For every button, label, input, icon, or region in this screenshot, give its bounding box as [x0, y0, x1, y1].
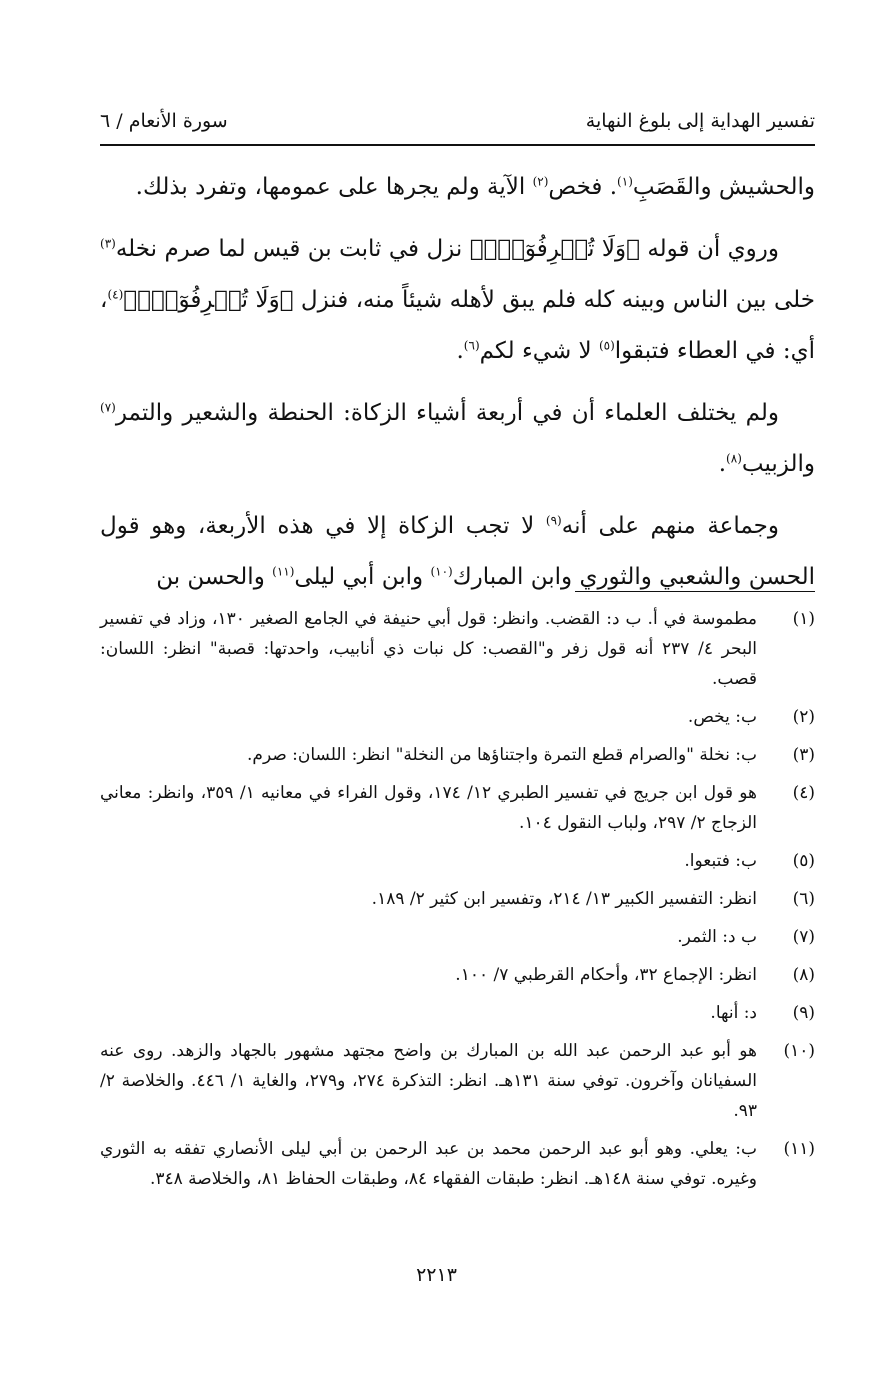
- footnote-text: ب: فتبعوا.: [684, 851, 757, 871]
- footnote-number: (١): [792, 609, 815, 629]
- footnote-number: (١١): [783, 1139, 815, 1159]
- footnote-item: [100, 846, 815, 876]
- footnote-separator: [575, 591, 815, 592]
- footnote-ref: (١): [617, 174, 633, 189]
- footnote-text: ب د: الثمر.: [677, 927, 757, 947]
- footnote-text: انظر: الإجماع ٣٢، وأحكام القرطبي ٧/ ١٠٠.: [455, 965, 757, 985]
- footnote-item: [100, 740, 815, 770]
- footnote-item: [100, 884, 815, 914]
- footnote-ref: (٨): [726, 451, 742, 466]
- surah-label: سورة الأنعام / ٦: [100, 110, 228, 132]
- footnote-number: (٦): [792, 889, 815, 909]
- footnote-ref: (٢): [532, 174, 549, 189]
- footnote-number: (٨): [792, 965, 815, 985]
- footnote-number: (٥): [792, 851, 815, 871]
- footnote-text: هو قول ابن جريج في تفسير الطبري ١٢/ ١٧٤، وقول الفراء في معانيه ١/ ٣٥٩، وانظر: معاني الزجاج ٢/ ٢٩٧، ولباب النقول ١٠٤.: [100, 783, 758, 833]
- footnote-text: مطموسة في أ. ب د: القضب. وانظر: قول أبي حنيفة في الجامع الصغير ١٣٠، وزاد في تفسير البحر ٤/ ٢٣٧ أنه قول زفر و"القصب: كل نبات ذي أنابيب، واحدتها: قصبة" انظر: اللسان: قصب.: [100, 609, 757, 689]
- footnote-text: انظر: التفسير الكبير ١٣/ ٢١٤، وتفسير ابن كثير ٢/ ١٨٩.: [371, 889, 757, 909]
- footnote-item: [100, 1036, 815, 1126]
- footnote-item: [100, 922, 815, 952]
- footnote-item: [100, 702, 815, 732]
- footnote-number: (٢): [792, 707, 815, 727]
- footnote-number: (٣): [792, 745, 815, 765]
- footnote-text: ب: نخلة "والصرام قطع التمرة واجتناؤها من النخلة" انظر: اللسان: صرم.: [247, 745, 757, 765]
- footnote-item: [100, 778, 815, 838]
- running-header: [100, 104, 815, 146]
- footnote-ref: (١١): [272, 564, 295, 579]
- page-number: ٢٢١٣: [416, 1264, 457, 1286]
- footnote-ref: (٦): [463, 338, 480, 353]
- paragraph-1: والحشيش والقَصَبِ$^{(١)}$. فخص$^{(٢)}$ الآية ولم يجرها على عمومها، وتفرد بذلك.: [135, 174, 815, 200]
- main-text: [100, 162, 815, 614]
- footnote-ref: (٧): [100, 400, 116, 415]
- footnote-number: (٩): [792, 1003, 815, 1023]
- footnote-item: [100, 960, 815, 990]
- footnote-item: [100, 604, 815, 694]
- footnote-number: (٤): [792, 783, 815, 803]
- footnote-item: [100, 1134, 815, 1194]
- footnote-ref: (٤): [107, 287, 124, 302]
- footnote-item: [100, 998, 815, 1028]
- footnote-ref: (٩): [545, 513, 562, 528]
- footnote-text: هو أبو عبد الرحمن عبد الله بن المبارك بن واضح مجتهد مشهور بالجهاد والزهد. روى عنه السفيانان وآخرون. توفي سنة ١٣١هـ. انظر: التذكرة ٢٧٤، و٢٧٩، والغاية ١/ ٤٤٦. والخلاصة ٢/ ٩٣.: [100, 1041, 757, 1121]
- footnote-ref: (٣): [100, 236, 116, 251]
- footnote-ref: (٥): [598, 338, 615, 353]
- paragraph-4: وجماعة منهم على أنه$^{(٩)}$ لا تجب الزكاة إلا في هذه الأربعة، وهو قول الحسن والشعبي والثوري وابن المبارك$^{(١٠)}$ وابن أبي ليلى$^{(١١)}$ والحسن بن: [100, 513, 815, 590]
- footnote-text: د: أنها.: [710, 1003, 757, 1023]
- footnote-number: (١٠): [783, 1041, 815, 1061]
- paragraph-2: وروي أن قوله ﴿وَلَا تُسۡرِفُوٓاْۚ﴾ نزل في ثابت بن قيس لما صرم نخله$^{(٣)}$ خلى بين الناس وبينه كله فلم يبق لأهله شيئاً منه، فنزل ﴿وَلَا تُسۡرِفُوٓاْۚ﴾$^{(٤)}$، أي: في العطاء فتبقوا$^{(٥)}$ لا شيء لكم$^{(٦)}$.: [100, 236, 815, 364]
- footnote-ref: (١٠): [430, 564, 453, 579]
- footnotes: [100, 604, 815, 1202]
- footnote-text: ب: يعلي. وهو أبو عبد الرحمن محمد بن عبد الرحمن بن أبي ليلى الأنصاري تفقه به الثوري وغيره. توفي سنة ١٤٨هـ. انظر: طبقات الفقهاء ٨٤، وطبقات الحفاظ ٨١، والخلاصة ٣٤٨.: [100, 1139, 757, 1189]
- footnote-number: (٧): [792, 927, 815, 947]
- footnote-text: ب: يخص.: [687, 707, 757, 727]
- paragraph-3: ولم يختلف العلماء أن في أربعة أشياء الزكاة: الحنطة والشعير والتمر$^{(٧)}$ والزبيب$^{(٨)}$.: [100, 400, 815, 477]
- book-title: تفسير الهداية إلى بلوغ النهاية: [585, 110, 815, 132]
